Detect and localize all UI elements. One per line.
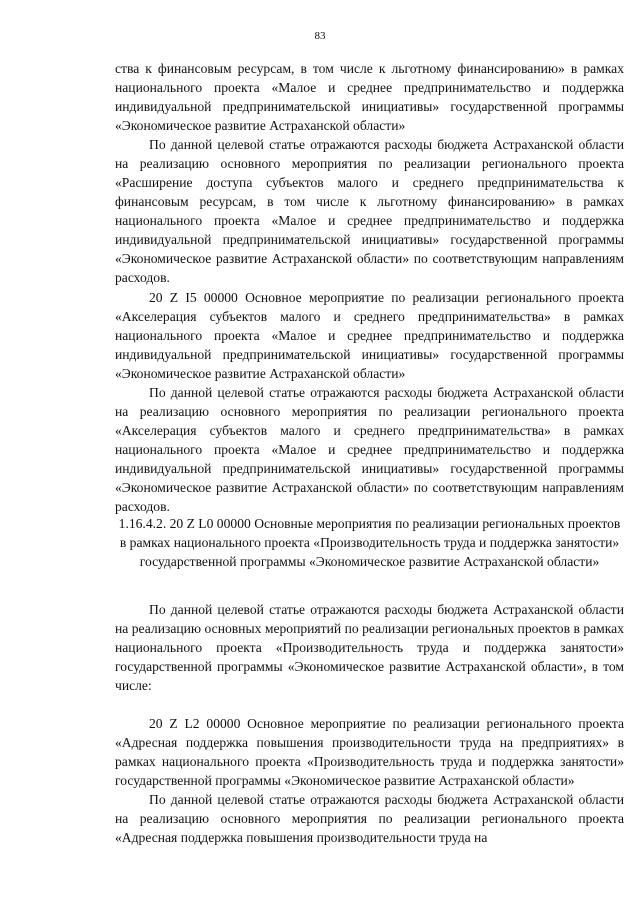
paragraph-body-2: По данной целевой статье отражаются расходы бюджета Астраханской области на реализацию основного мероприятия по реализации регионального проекта «Акселерация субъектов малого и среднего предпринимательства» в рамках национального проекта «Малое и среднее предпринимательство и поддержка индивидуальной предпринимательской инициативы» государственной программы «Экономическое развитие Астраханской области» по соответствующим направлениям расходов. <box>115 385 624 514</box>
page-number: 83 <box>314 30 326 42</box>
paragraph-body-4: По данной целевой статье отражаются расходы бюджета Астраханской области на реализацию основного мероприятия по реализации регионального проекта «Адресная поддержка повышения производительности труда на <box>115 792 624 845</box>
paragraph-continuation: ства к финансовым ресурсам, в том числе к льготному финансированию» в рамках национального проекта «Малое и среднее предпринимательство и поддержка индивидуальной предпринимательской инициативы» государственной программы «Экономическое развитие Астраханской области» <box>115 61 624 133</box>
paragraph-item-i5: 20 Z I5 00000 Основное мероприятие по реализации регионального проекта «Акселерация субъектов малого и среднего предпринимательства» в рамках национального проекта «Малое и среднее предпринимательство и поддержка индивидуальной предпринимательской инициативы» государственной программы «Экономическое развитие Астраханской области» <box>115 290 624 381</box>
paragraph-body-1: По данной целевой статье отражаются расходы бюджета Астраханской области на реализацию основного мероприятия по реализации регионального проекта «Расширение доступа субъектов малого и среднего предпринимательства к финансовым ресурсам, в том числе к льготному финансированию» в рамках национального проекта «Малое и среднее предпринимательство и поддержка индивидуальной предпринимательской инициативы» государственной программы «Экономическое развитие Астраханской области» по соответствующим направлениям расходов. <box>115 137 624 285</box>
section-heading: 1.16.4.2. 20 Z L0 00000 Основные мероприятия по реализации региональных проектов в рамках национального проекта «Производительность труда и поддержка занятости» государственной программы «Экономическое развитие Астраханской области» <box>118 516 621 569</box>
paragraph-body-3: По данной целевой статье отражаются расходы бюджета Астраханской области на реализацию основных мероприятий по реализации региональных проектов в рамках национального проекта «Производительность труда и поддержка занятости» государственной программы «Экономическое развитие Астраханской области», в том числе: <box>115 602 624 693</box>
paragraph-item-l2: 20 Z L2 00000 Основное мероприятие по реализации регионального проекта «Адресная поддержка повышения производительности труда на предприятиях» в рамках национального проекта «Производительность труда и поддержка занятости» государственной программы «Экономическое развитие Астраханской области» <box>115 716 624 788</box>
